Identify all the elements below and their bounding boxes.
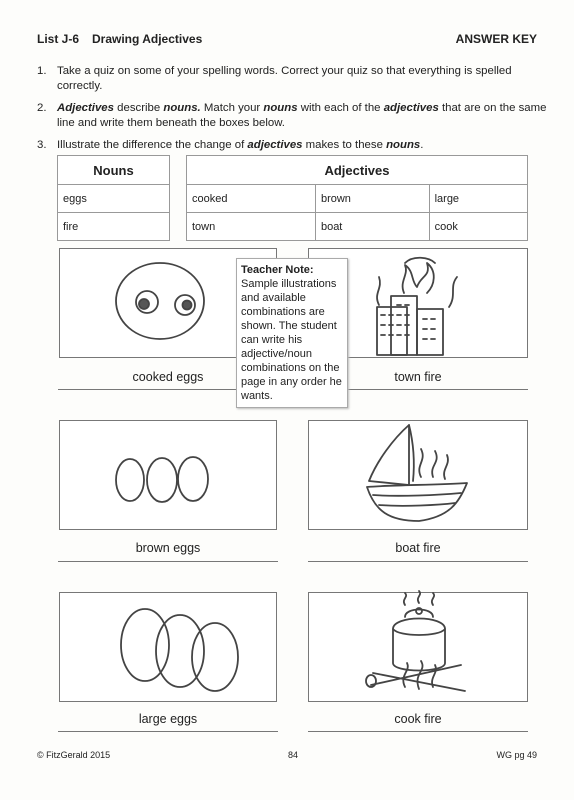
- answer-key-label: ANSWER KEY: [455, 32, 537, 46]
- caption-brown-eggs: brown eggs: [135, 541, 201, 555]
- instruction-text: Match your: [200, 102, 264, 114]
- emphasized-term: adjectives: [383, 102, 439, 114]
- nouns-header: Nouns: [58, 156, 170, 185]
- instruction-text: Take a quiz on some of your spelling words. Correct your quiz so that everything is spelled correctly.: [57, 65, 512, 92]
- caption-large-eggs: large eggs: [138, 712, 198, 726]
- page-reference: WG pg 49: [496, 750, 537, 760]
- instruction-text: describe: [113, 102, 164, 114]
- adjective-cell: cooked: [187, 185, 316, 213]
- brown-eggs-box: [59, 420, 277, 530]
- boat-fire-drawing: [309, 421, 529, 531]
- adjectives-table: [186, 155, 528, 241]
- cook-fire-box: [308, 592, 528, 702]
- adjectives-header: Adjectives: [187, 156, 528, 185]
- write-line: [308, 561, 528, 562]
- large-eggs-drawing: [60, 593, 278, 703]
- caption-cooked-eggs: cooked eggs: [132, 370, 204, 384]
- write-line: [58, 731, 278, 732]
- page-number: 84: [288, 750, 299, 760]
- caption-town-fire: town fire: [394, 370, 442, 384]
- brown-eggs-drawing: [60, 421, 278, 531]
- instruction-text: that are on the same line and write them beneath the boxes below.: [57, 102, 547, 129]
- emphasized-term: nouns: [263, 102, 298, 114]
- instruction-item: [37, 64, 552, 94]
- adjective-cell: large: [429, 185, 527, 213]
- teacher-note-title: Teacher Note:: [241, 264, 314, 276]
- write-line: [58, 561, 278, 562]
- caption-cook-fire: cook fire: [394, 712, 442, 726]
- worksheet-title: Drawing Adjectives: [92, 32, 203, 46]
- teacher-note-body: Sample illustrations and available combinations are shown. The student can write his adjective/noun combinations on the page in any order he wants.: [241, 278, 342, 402]
- large-eggs-box: [59, 592, 277, 702]
- list-id: List J-6: [37, 32, 80, 46]
- emphasized-term: Adjectives: [57, 102, 114, 114]
- instruction-text: Illustrate the difference the change of: [57, 139, 248, 151]
- nouns-table: [57, 155, 170, 241]
- instruction-number: 2.: [37, 102, 47, 114]
- emphasized-term: nouns: [386, 139, 421, 151]
- caption-boat-fire: boat fire: [395, 541, 441, 555]
- write-line: [308, 731, 528, 732]
- instruction-text: with each of the: [297, 102, 384, 114]
- instruction-number: 1.: [37, 65, 47, 77]
- noun-cell: eggs: [58, 185, 170, 213]
- instruction-number: 3.: [37, 139, 47, 151]
- cook-fire-drawing: [309, 593, 529, 703]
- adjective-cell: town: [187, 213, 316, 241]
- instruction-text: makes to these: [302, 139, 387, 151]
- adjective-cell: boat: [315, 213, 429, 241]
- copyright: © FitzGerald 2015: [37, 750, 111, 760]
- instruction-item: [37, 138, 552, 153]
- emphasized-term: nouns.: [163, 102, 201, 114]
- teacher-note: [236, 258, 348, 408]
- adjective-cell: brown: [315, 185, 429, 213]
- instruction-item: [37, 101, 552, 131]
- instruction-text: .: [420, 139, 424, 151]
- emphasized-term: adjectives: [247, 139, 303, 151]
- adjective-cell: cook: [429, 213, 527, 241]
- instructions-list: [37, 64, 552, 160]
- boat-fire-box: [308, 420, 528, 530]
- noun-cell: fire: [58, 213, 170, 241]
